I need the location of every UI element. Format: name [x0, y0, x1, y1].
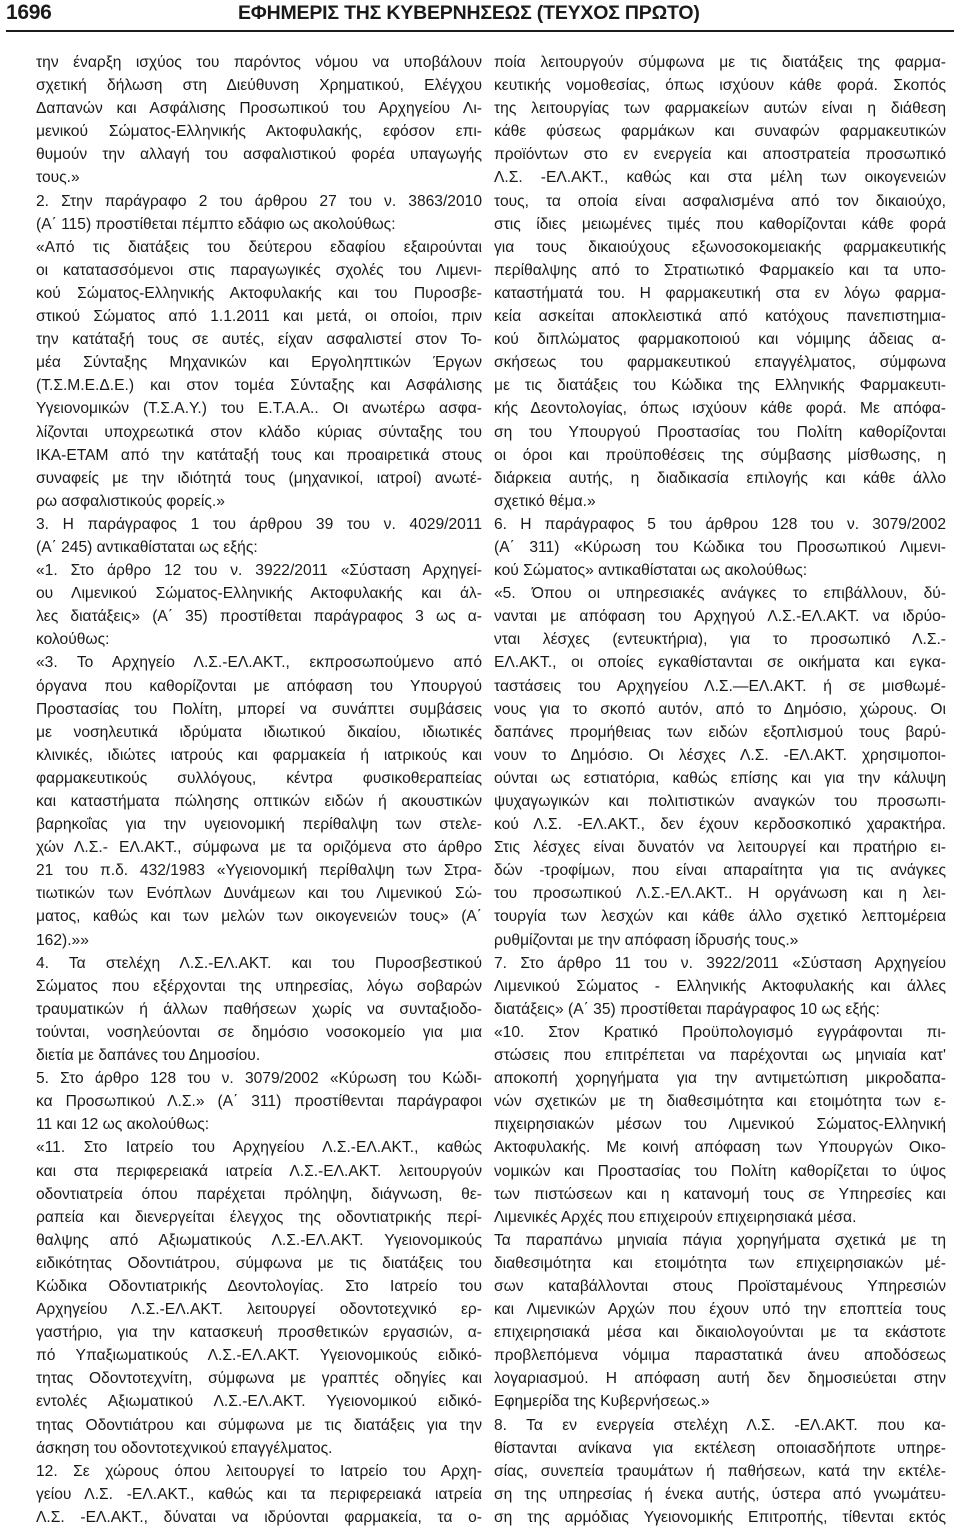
text-line: «Από τις διατάξεις του δεύτερου εδαφίου εξαιρούνται	[36, 238, 482, 256]
text-line: μενικού Σώματος-Ελληνικής Ακτοφυλακής, εφόσον επι-	[36, 123, 482, 141]
text-line: κλινικές, ιδιώτες ιατρούς και φαρμακεία ή ιατρικούς και	[36, 746, 482, 764]
text-line: ΙΚΑ-ΕΤΑΜ από την κατάταξή τους και προαιρετικά στους	[36, 446, 482, 464]
text-line: για τους δικαιούχους εξωνοσοκομειακής φαρμακευτικής	[494, 238, 946, 256]
text-line: κευτικής νομοθεσίας, όπως ισχύουν κάθε φορά. Σκοπός	[494, 77, 946, 95]
text-line: «3. Το Αρχηγείο Λ.Σ.-ΕΛ.ΑΚΤ., εκπροσωπούμενο από	[36, 654, 482, 672]
text-line: θίστανται ανίκανα για εκτέλεση οποιασδήποτε υπηρε-	[494, 1439, 946, 1457]
text-line: ψυχαγωγικών και πολιτιστικών αναγκών του προσωπι-	[494, 793, 946, 810]
text-line: κολούθως:	[36, 631, 110, 649]
text-line: (Α΄ 311) «Κύρωση του Κώδικα του Προσωπικού Λιμενι-	[494, 538, 946, 556]
text-line: 162).»»	[36, 931, 89, 949]
text-line: θυμούν την αλλαγή του ασφαλιστικού φορέα υπαγωγής	[36, 146, 482, 164]
text-line: με τις διατάξεις του Κώδικα της Ελληνικής Φαρμακευτι-	[494, 377, 946, 395]
text-line: συναφείς με την ιδιότητά τους (μηχανικοί, ιατροί) ανωτέ-	[36, 469, 482, 487]
text-line: εντολές Αξιωματικού Λ.Σ.-ΕΛ.ΑΚΤ. Υγειονομικού ειδικό-	[36, 1393, 482, 1411]
text-line: ρω ασφαλιστικούς φορείς.»	[36, 492, 225, 510]
text-line: Σώματος που εξέρχονται της υπηρεσίας, λόγω σοβαρών	[36, 977, 482, 995]
text-line: αποκοπή χορηγήματα για την αντιμετώπιση μικροδαπα-	[494, 1070, 946, 1088]
text-line: Ακτοφυλακής. Με κοινή απόφαση των Υπουργών Οικο-	[494, 1139, 946, 1157]
text-line: ούνται ως εστιατόρια, καθώς επίσης και για την κάλυψη	[494, 769, 946, 787]
text-line: 8. Τα εν ενεργεία στελέχη Λ.Σ. -ΕΛ.ΑΚΤ. που κα-	[494, 1416, 946, 1434]
text-line: 11 και 12 ως ακολούθως:	[36, 1116, 210, 1134]
text-line: Στις λέσχες είναι δυνατόν να λειτουργεί και πρατήριο ει-	[494, 839, 946, 857]
text-line: περίθαλψης από το Στρατιωτικό Φαρμακείο και τα υπο-	[494, 261, 946, 279]
text-line: κού διπλώματος φαρμακοποιού και νόμιμης άδειας α-	[494, 331, 946, 349]
text-line: ρυθμίζονται με την απόφαση ίδρυσής τους.»	[494, 931, 799, 949]
text-line: κα Προσωπικού Λ.Σ.» (Α΄ 311) προστίθενται παράγραφοι	[36, 1093, 482, 1111]
text-line: Λ.Σ. -ΕΛ.ΑΚΤ., καθώς και στα μέλη των οικογενειών	[494, 169, 946, 187]
text-line: ποία λειτουργούν σύμφωνα με τις διατάξεις της φαρμα-	[494, 54, 946, 71]
text-line: Υγειονομικών (Τ.Σ.Α.Υ.) του Ε.Τ.Α.Α.. Οι ανωτέρω ασφα-	[36, 400, 482, 418]
text-line: στικού Σώματος από 1.1.2011 και μετά, οι οποίοι, πριν	[36, 308, 482, 326]
text-line: με νοσηλευτικά ιδρύματα ιδιωτικού δικαίου, ιδιωτικές	[36, 723, 482, 741]
text-line: Λ.Σ. -ΕΛ.ΑΚΤ., δύναται να ιδρύονται φαρμακεία, τα ο-	[36, 1508, 482, 1526]
text-line: κού Σώματος» αντικαθίσταται ως ακολούθως:	[494, 562, 808, 580]
text-line: «1. Στο άρθρο 12 του ν. 3922/2011 «Σύσταση Αρχηγεί-	[36, 562, 482, 580]
text-line: λίζονται υποχρεωτικά στον κλάδο κύριας σύνταξης του	[36, 423, 482, 441]
text-line: Λιμενικού Σώματος - Ελληνικής Ακτοφυλακής και άλλες	[494, 977, 946, 995]
right-column	[494, 51, 946, 1529]
text-line: και στα περιφερειακά ιατρεία Λ.Σ.-ΕΛ.ΑΚΤ. λειτουργούν	[36, 1162, 482, 1180]
text-line: επιχειρησιακά μέσα και δικαιολογούνται με τα εκάστοτε	[494, 1324, 946, 1342]
text-line: Τα παραπάνω μηνιαία πάγια χορηγήματα σχετικά με τη	[494, 1231, 946, 1249]
text-line: την έναρξη ισχύος του παρόντος νόμου να υποβάλουν	[36, 54, 482, 71]
text-line: την κατάταξή τους σε αυτές, είχαν ασφαλιστεί στον Το-	[36, 331, 482, 349]
text-line: σων καταβάλλονται στους Προϊσταμένους Υπηρεσιών	[494, 1277, 946, 1295]
text-line: ραπεία και διενεργείται έλεγχος της οδοντιατρικής περί-	[36, 1208, 482, 1226]
text-line: στώσεις που επιτρέπεται να παρέχονται ως μηνιαία κατ'	[494, 1047, 946, 1065]
text-line: μέα Σύνταξης Μηχανικών και Εργοληπτικών Έργων	[36, 354, 482, 372]
text-line: Προστασίας του Πολίτη, μπορεί να συνάπτει συμβάσεις	[36, 700, 482, 718]
text-line: τητας Οδοντιάτρου και σύμφωνα με τις διατάξεις για την	[36, 1416, 482, 1434]
text-line: (Α΄ 115) προστίθεται πέμπτο εδάφιο ως ακολούθως:	[36, 215, 396, 233]
text-line: ση της υπηρεσίας ή ένεκα αυτής, ύστερα από γνωμάτευ-	[494, 1485, 946, 1503]
text-line: βαρηκοΐας για την υγειονομική περίθαλψη των στελε-	[36, 816, 482, 834]
text-line: τους.»	[36, 169, 80, 187]
text-line: σχετική δήλωση στη Διεύθυνση Χρηματικού, Ελέγχου	[36, 77, 482, 95]
header-divider	[6, 30, 954, 32]
text-line: και Λιμενικών Αρχών που έχουν υπό την εποπτεία τους	[494, 1301, 946, 1319]
text-line: Αρχηγείου Λ.Σ.-ΕΛ.ΑΚΤ. λειτουργεί οδοντοτεχνικό ερ-	[36, 1301, 482, 1319]
text-line: ματος, καθώς και των μελών των οικογενειών τους» (Α΄	[36, 908, 482, 926]
text-line: καταστήματά του. Η φαρμακευτική στα εν λόγω φαρμα-	[494, 284, 946, 302]
text-line: κεία ασκείται αποκλειστικά από κατόχους πανεπιστημια-	[494, 308, 946, 326]
text-line: 7. Στο άρθρο 11 του ν. 3922/2011 «Σύσταση Αρχηγείου	[494, 954, 946, 972]
text-line: 21 του π.δ. 432/1983 «Υγειονομική περίθαλψη των Στρα-	[36, 862, 482, 880]
text-line: οι όροι και προϋποθέσεις της σύμβασης μίσθωσης, η	[494, 446, 946, 464]
text-line: διάρκεια αυτής, η διαδικασία επιλογής και κάθε άλλο	[494, 469, 946, 487]
text-line: ταστάσεις του Αρχηγείου Λ.Σ.—ΕΛ.ΑΚΤ. ή σε μισθωμέ-	[494, 677, 946, 695]
text-line: και καταστήματα πώλησης οπτικών ειδών ή ακουστικών	[36, 793, 482, 810]
text-line: νομικών και Προστασίας του Πολίτη καθορίζεται το ύψος	[494, 1162, 946, 1180]
text-line: «10. Στον Κρατικό Προϋπολογισμό εγγράφονται πι-	[494, 1023, 946, 1041]
text-line: ΕΛ.ΑΚΤ., οι οποίες εγκαθίστανται σε οικήματα και εγκα-	[494, 654, 946, 672]
text-line: Εφημερίδα της Κυβερνήσεως.»	[494, 1393, 710, 1411]
left-column	[36, 51, 482, 1529]
text-line: κάθε φύσεως φαρμάκων και συναφών φαρμακευτικών	[494, 123, 946, 141]
text-line: ση της αρμόδιας Υγειονομικής Επιτροπής, τίθενται εκτός	[494, 1508, 946, 1526]
text-line: οδοντιατρεία όπου παρέχεται πρόληψη, διάγνωση, θε-	[36, 1185, 482, 1203]
text-line: προβλεπόμενα νόμιμα παραστατικά άνευ αποδόσεως	[494, 1347, 946, 1365]
text-line: διαθεσιμότητα και ετοιμότητα των επιχειρησιακών μέ-	[494, 1254, 946, 1272]
text-line: τουργία των λεσχών και κάθε άλλο σχετικό λεπτομέρεια	[494, 908, 946, 926]
text-line: της λειτουργίας των φαρμακείων αυτών είναι η διάθεση	[494, 100, 946, 118]
text-line: ση του Υπουργού Προστασίας του Πολίτη καθορίζονται	[494, 423, 946, 441]
text-line: σκήσεως του φαρμακευτικού επαγγέλματος, σύμφωνα	[494, 354, 946, 372]
text-line: κής Δεοντολογίας, όπως ισχύουν κάθε φορά. Με απόφα-	[494, 400, 946, 418]
text-line: χών Λ.Σ.- ΕΛ.ΑΚΤ., σύμφωνα με τα οριζόμενα στο άρθρο	[36, 839, 482, 857]
text-line: των πιστώσεων και η κατανομή τους σε Υπηρεσίες και	[494, 1185, 946, 1203]
text-line: θαλψης από Αξιωματικούς Λ.Σ.-ΕΛ.ΑΚΤ. Υγειονομικούς	[36, 1231, 482, 1249]
text-line: νών σχετικών με τη διαθεσιμότητα και ετοιμότητα των ε-	[494, 1093, 946, 1111]
text-line: «11. Στο Ιατρείο του Αρχηγείου Λ.Σ.-ΕΛ.ΑΚΤ., καθώς	[36, 1139, 482, 1157]
text-line: δαπάνες προμήθειας των ειδών εξοπλισμού τους βαρύ-	[494, 723, 946, 741]
text-line: προϊόντων στο εν ενεργεία και αποστρατεία προσωπικό	[494, 146, 946, 164]
journal-title: ΕΦΗΜΕΡΙΣ ΤΗΣ ΚΥΒΕΡΝΗΣΕΩΣ (ΤΕΥΧΟΣ ΠΡΩΤΟ)	[238, 2, 700, 24]
text-line: νους για το σκοπό αυτόν, από το Δημόσιο, χώρους. Οι	[494, 700, 946, 718]
text-line: γαστήριο, για την κατασκευή προσθετικών εργασιών, α-	[36, 1324, 482, 1342]
text-line: πιχειρησιακών μέσων του Λιμενικού Σώματος-Ελληνική	[494, 1116, 946, 1134]
text-line: νανται με απόφαση του Αρχηγού Λ.Σ.-ΕΛ.ΑΚΤ. να ιδρύο-	[494, 608, 946, 626]
text-line: τραυματικών ή άλλων παθήσεων χωρίς να συνταξιοδο-	[36, 1000, 482, 1018]
text-line: 2. Στην παράγραφο 2 του άρθρου 27 του ν. 3863/2010	[36, 192, 482, 210]
text-line: 6. Η παράγραφος 5 του άρθρου 128 του ν. 3079/2002	[494, 515, 946, 533]
text-line: σχετικό θέμα.»	[494, 492, 596, 510]
page-header	[0, 0, 960, 32]
text-line: «5. Όπου οι υπηρεσιακές ανάγκες το επιβάλλουν, δύ-	[494, 585, 946, 603]
text-line: διετία με δαπάνες του Δημοσίου.	[36, 1047, 261, 1065]
text-line: άσκηση του οδοντοτεχνικού επαγγέλματος.	[36, 1439, 333, 1457]
text-line: κού Σώματος-Ελληνικής Ακτοφυλακής και του Πυροσβε-	[36, 284, 482, 302]
text-line: όργανα που καθορίζονται με απόφαση του Υπουργού	[36, 677, 482, 695]
text-line: τούνται, νοσηλεύονται σε δημόσιο νοσοκομείο για μια	[36, 1023, 482, 1041]
text-line: Κώδικα Οδοντιατρικής Δεοντολογίας. Στο Ιατρείο του	[36, 1277, 482, 1295]
text-line: τητας Οδοντοτεχνίτη, σύμφωνα με γραπτές οδηγίες και	[36, 1370, 482, 1388]
text-line: 5. Στο άρθρο 128 του ν. 3079/2002 «Κύρωση του Κώδι-	[36, 1070, 482, 1088]
text-line: ου Λιμενικού Σώματος-Ελληνικής Ακτοφυλακής και άλ-	[36, 585, 482, 603]
text-line: 12. Σε χώρους όπου λειτουργεί το Ιατρείο του Αρχη-	[36, 1462, 482, 1480]
page-number: 1696	[6, 1, 52, 24]
text-line: ειδικότητας Οδοντιάτρου, σύμφωνα με τις διατάξεις του	[36, 1254, 482, 1272]
text-line: νται λέσχες (εντευκτήρια), για το προσωπικό Λ.Σ.-	[494, 631, 946, 649]
text-line: του προσωπικού Λ.Σ.-ΕΛ.ΑΚΤ.. Η οργάνωση και η λει-	[494, 885, 946, 903]
text-line: τους, τα οποία είναι ασφαλισμένα από τον δικαιούχο,	[494, 192, 946, 210]
text-line: διατάξεις» (Α΄ 35) προστίθεται παράγραφος 10 ως εξής:	[494, 1000, 880, 1018]
text-line: πό Υπαξιωματικούς Λ.Σ.-ΕΛ.ΑΚΤ. Υγειονομικούς ειδικό-	[36, 1347, 482, 1365]
text-line: φαρμακευτικούς συλλόγους, κέντρα φυσικοθεραπείας	[36, 769, 482, 787]
text-line: Δαπανών και Ασφάλισης Προσωπικού του Αρχηγείου Λι-	[36, 100, 482, 118]
text-line: δών -τροφίμων, που είναι απαραίτητα για τις ανάγκες	[494, 862, 946, 880]
text-line: 4. Τα στελέχη Λ.Σ.-ΕΛ.ΑΚΤ. και του Πυροσβεστικού	[36, 954, 482, 972]
text-line: λογαριασμού. Η απόφαση αυτή δεν δημοσιεύεται στην	[494, 1370, 946, 1388]
text-line: (Τ.Σ.Μ.Ε.Δ.Ε.) και στον τομέα Σύνταξης και Ασφάλισης	[36, 377, 482, 395]
text-line: λες διατάξεις» (Α΄ 35) προστίθεται παράγραφος 3 ως α-	[36, 608, 482, 626]
text-line: 3. Η παράγραφος 1 του άρθρου 39 του ν. 4029/2011	[36, 515, 482, 533]
text-line: στις ίδιες μειωμένες τιμές που καθορίζονται κάθε φορά	[494, 215, 946, 233]
text-line: οι κατατασσόμενοι στις παραγωγικές σχολές του Λιμενι-	[36, 261, 482, 279]
text-line: τιωτικών των Ενόπλων Δυνάμεων και του Λιμενικού Σώ-	[36, 885, 482, 903]
text-line: γείου Λ.Σ. -ΕΛ.ΑΚΤ., καθώς και τα περιφερειακά ιατρεία	[36, 1485, 482, 1503]
text-line: νουν το Δημόσιο. Οι λέσχες Λ.Σ. -ΕΛ.ΑΚΤ. χρησιμοποι-	[494, 746, 946, 764]
text-line: (Α΄ 245) αντικαθίσταται ως εξής:	[36, 538, 258, 556]
text-line: σίας, συνεπεία τραυμάτων ή παθήσεων, κατά την εκτέλε-	[494, 1462, 946, 1480]
text-line: κού Λ.Σ. -ΕΛ.ΑΚΤ., δεν έχουν κερδοσκοπικό χαρακτήρα.	[494, 816, 946, 834]
text-line: Λιμενικές Αρχές που επιχειρούν επιχειρησιακά μέσα.	[494, 1208, 857, 1226]
